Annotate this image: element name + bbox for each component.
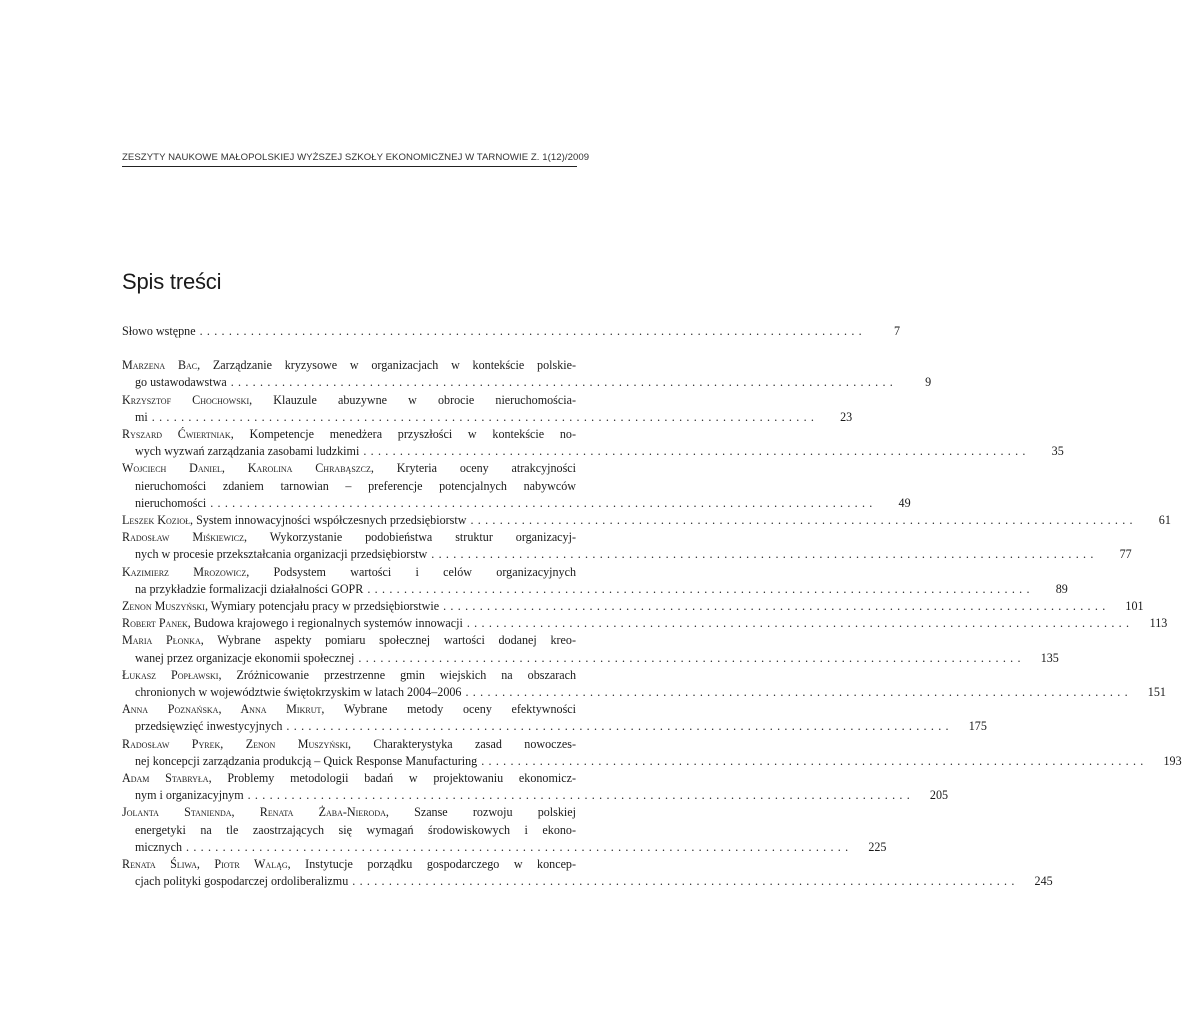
entry-author: Jolanta Stanienda, Renata Żaba-Nieroda: [122, 805, 386, 820]
entry-title: przedsięwzięć inwestycyjnych: [135, 719, 283, 734]
entry-title: , Instytucje porządku gospodarczego w koncep-: [287, 857, 577, 872]
dot-leader: ...........................................................................................: [465, 685, 1132, 700]
toc-entry-line: [122, 770, 576, 787]
entry-title: , Kompetencje menedżera przyszłości w kontekście no-: [230, 427, 576, 442]
entry-title-text: , System innowacyjności współczesnych przedsiębiorstw: [190, 513, 467, 528]
toc-entry-intro[interactable]: [122, 323, 901, 340]
entry-title: , Wybrane metody oceny efektywności: [321, 702, 577, 717]
toc-entry-line: [122, 512, 1171, 529]
dot-leader: ...........................................................................................: [230, 375, 898, 390]
dot-leader: ...........................................................................................: [481, 753, 1148, 768]
toc-entry[interactable]: [122, 512, 1171, 529]
entry-author: Anna Poznańska, Anna Mikrut: [122, 702, 322, 717]
toc-entry-line: [122, 392, 576, 409]
page-number: 49: [898, 495, 911, 510]
toc-entry-line: [122, 856, 576, 873]
toc-entry-line: [122, 787, 949, 804]
toc-entry[interactable]: [122, 701, 987, 735]
page-number: 101: [1125, 599, 1144, 614]
dot-leader: ...........................................................................................: [363, 444, 1030, 459]
toc-entry-line: [122, 460, 576, 477]
page-number: 23: [840, 409, 853, 424]
toc-entry-line: [122, 839, 887, 856]
entry-title-text: , Budowa krajowego i regionalnych systemów innowacji: [187, 616, 463, 631]
toc-entry-line: [122, 409, 853, 426]
entry-title: [122, 598, 439, 615]
entry-author: Adam Stabryła: [122, 771, 209, 786]
entry-author: Radosław Pyrek, Zenon Muszyński: [122, 736, 349, 751]
toc-entry-line: [122, 718, 987, 735]
toc-entry[interactable]: [122, 598, 1144, 615]
dot-leader: ...........................................................................................: [352, 874, 1019, 889]
toc-entry-line: [122, 753, 1182, 770]
toc-entry[interactable]: [122, 529, 1132, 563]
toc-entry[interactable]: [122, 856, 1053, 890]
entry-title: nym i organizacyjnym: [135, 788, 244, 803]
toc-entry-line: [122, 581, 1068, 598]
entry-title: , Problemy metodologii badań w projektowaniu ekonomicz-: [208, 771, 576, 786]
entry-author: Radosław Miśkiewicz: [122, 530, 244, 545]
entry-author: Zenon Muszyński: [122, 599, 205, 614]
toc-entry-line: [122, 873, 1053, 890]
entry-author: Krzysztof Chochowski: [122, 392, 250, 407]
entry-title: chronionych w województwie świętokrzyskim w latach 2004–2006: [135, 685, 462, 700]
entry-author: Wojciech Daniel, Karolina Chrabąszcz: [122, 461, 371, 476]
dot-leader: ...........................................................................................: [286, 719, 953, 734]
entry-title: [122, 512, 466, 529]
toc-entry[interactable]: [122, 426, 1064, 460]
toc-entry-line: nieruchomości zdaniem tarnowian – preferencje potencjalnych nabywców: [135, 478, 576, 493]
page-number: 193: [1163, 753, 1182, 768]
entry-title: Słowo wstępne: [122, 324, 196, 338]
toc-entry-line: [122, 701, 576, 718]
toc-entry[interactable]: [122, 770, 949, 804]
entry-title-text: , Wymiary potencjału pracy w przedsiębiorstwie: [204, 599, 440, 614]
toc-entry-line: [122, 529, 576, 546]
toc-entry-line: [122, 667, 576, 684]
toc-entry-line: [122, 650, 1059, 667]
entry-title: nych w procesie przekształcania organizacji przedsiębiorstw: [135, 547, 428, 562]
toc-entry[interactable]: [122, 392, 853, 426]
entry-title: , Podsystem wartości i celów organizacyjnych: [246, 564, 576, 579]
entry-title: wanej przez organizacje ekonomii społecznej: [135, 650, 355, 665]
entry-title: nej koncepcji zarządzania produkcją – Quick Response Manufacturing: [135, 753, 478, 768]
dot-leader: ...........................................................................................: [199, 324, 867, 338]
entry-title: go ustawodawstwa: [135, 375, 227, 390]
entry-author: Robert Panek: [122, 616, 188, 631]
dot-leader: ...........................................................................................: [358, 650, 1025, 665]
page-number: 205: [929, 788, 949, 803]
entry-title: , Wykorzystanie podobieństwa struktur organizacyj-: [243, 530, 576, 545]
toc-entry-line: energetyki na tle zaostrzających się wymagań środowiskowych i ekono-: [135, 822, 576, 837]
toc-entry-line: [122, 804, 576, 821]
dot-leader: ...........................................................................................: [470, 513, 1137, 528]
toc-entry-line: [122, 357, 576, 374]
page-number: 151: [1147, 685, 1166, 700]
toc-entry[interactable]: [122, 460, 911, 512]
toc-entry[interactable]: [122, 615, 1168, 632]
entry-title: , Zarządzanie kryzysowe w organizacjach w kontekście polskie-: [197, 358, 576, 373]
dot-leader: ...........................................................................................: [466, 616, 1134, 631]
page-number: 61: [1158, 513, 1171, 528]
entry-author: Renata Śliwa, Piotr Waląg: [122, 857, 288, 872]
dot-leader: ...........................................................................................: [186, 839, 853, 854]
entry-title: , Zróżnicowanie przestrzenne gmin wiejskich na obszarach: [218, 667, 577, 682]
toc-entry[interactable]: [122, 564, 1068, 598]
entry-title: nieruchomości: [135, 495, 207, 510]
page-number: 113: [1149, 616, 1168, 631]
toc-entry-line: [122, 426, 576, 443]
toc-entry-line: [122, 323, 901, 340]
page-number: 89: [1055, 581, 1068, 596]
entry-title: , Szanse rozwoju polskiej: [385, 805, 576, 820]
toc-entry[interactable]: [122, 667, 1166, 701]
dot-leader: ...........................................................................................: [367, 581, 1034, 596]
table-of-contents: [122, 323, 1182, 891]
entry-author: Ryszard Ćwiertniak: [122, 427, 231, 442]
toc-entry[interactable]: [122, 632, 1059, 666]
dot-leader: ...........................................................................................: [151, 409, 819, 424]
entry-title: , Wybrane aspekty pomiaru społecznej wartości dodanej kreo-: [200, 633, 576, 648]
toc-entry-line: [122, 495, 911, 512]
entry-title: cjach polityki gospodarczej ordoliberalizmu: [135, 874, 349, 889]
running-head: ZESZYTY NAUKOWE MAŁOPOLSKIEJ WYŻSZEJ SZKOŁY EKONOMICZNEJ W TARNOWIE Z. 1(12)/2009: [122, 152, 577, 167]
entry-author: Łukasz Popławski: [122, 667, 219, 682]
toc-entry[interactable]: [122, 804, 887, 856]
entry-title: wych wyzwań zarządzania zasobami ludzkimi: [135, 444, 360, 459]
toc-entry-line: [122, 684, 1166, 701]
toc-entry-line: [122, 615, 1168, 632]
entry-title: , Charakterystyka zasad nowoczes-: [348, 736, 577, 751]
page-number: 175: [968, 719, 987, 734]
entry-title: micznych: [135, 839, 183, 854]
dot-leader: ...........................................................................................: [443, 599, 1110, 614]
entry-author: Kazimierz Mrozowicz: [122, 564, 247, 579]
toc-entry-line: [122, 374, 932, 391]
toc-entry-line: [122, 546, 1132, 563]
page-number: 245: [1034, 874, 1053, 889]
page-number: 7: [893, 324, 901, 338]
entry-title: mi: [135, 409, 148, 424]
entry-author: Marzena Bac: [122, 358, 198, 373]
entry-title: , Kryteria oceny atrakcyjności: [370, 461, 576, 476]
page-number: 135: [1040, 650, 1059, 665]
entry-title: , Klauzule abuzywne w obrocie nieruchomościa-: [249, 392, 576, 407]
toc-entry[interactable]: [122, 357, 932, 391]
toc-entry-line: [122, 564, 576, 581]
entry-author: Maria Płonka: [122, 633, 201, 648]
toc-entry-line: [122, 598, 1144, 615]
toc-entry-line: [122, 736, 576, 753]
page-number: 77: [1119, 547, 1132, 562]
page-number: 35: [1051, 444, 1064, 459]
toc-entry-line: [122, 443, 1064, 460]
entry-title: [122, 615, 463, 632]
entry-title: na przykładzie formalizacji działalności GOPR: [135, 581, 364, 596]
page-title: Spis treści: [122, 269, 222, 294]
dot-leader: ...........................................................................................: [431, 547, 1098, 562]
page-number: 225: [868, 839, 887, 854]
toc-entry[interactable]: [122, 736, 1182, 770]
dot-leader: ...........................................................................................: [210, 495, 877, 510]
toc-entry-line: [122, 632, 576, 649]
dot-leader: ...........................................................................................: [247, 788, 915, 803]
entry-author: Leszek Kozioł: [122, 513, 191, 528]
page-number: 9: [925, 375, 932, 390]
